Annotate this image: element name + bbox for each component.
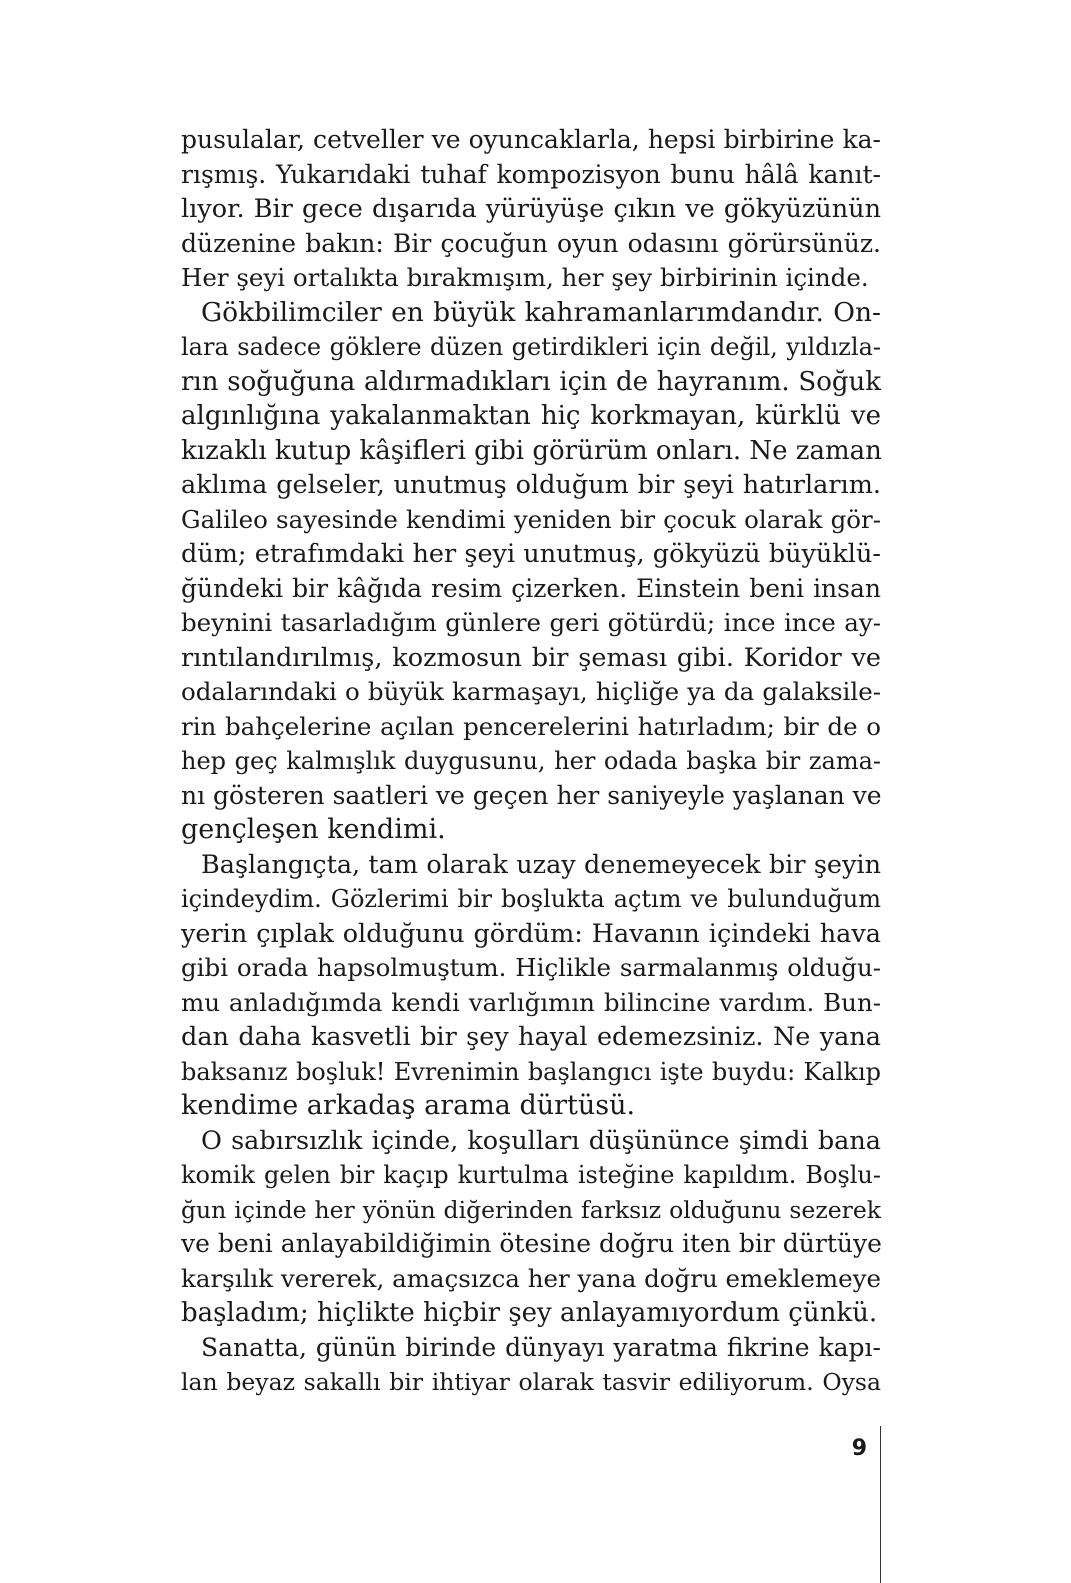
text-line: düzenine bakın: Bir çocuğun oyun odasını görürsünüz. bbox=[181, 228, 881, 258]
text-line: rışmış. Yukarıdaki tuhaf kompozisyon bunu hâlâ kanıt- bbox=[181, 159, 881, 189]
text-line: nı gösteren saatleri ve geçen her saniyeyle yaşlanan ve bbox=[181, 780, 882, 810]
text-line: rin bahçelerine açılan pencerelerini hatırladım; bir de o bbox=[181, 711, 881, 741]
text-line: Gökbilimciler en büyük kahramanlarımdandır. On- bbox=[201, 296, 881, 328]
text-line: mu anladığımda kendi varlığımın bilincine vardım. Bun- bbox=[181, 987, 881, 1017]
text-line: aklıma gelseler, unutmuş olduğum bir şeyi hatırlarım. bbox=[181, 470, 881, 500]
text-line: kızaklı kutup kâşifleri gibi görürüm onları. Ne zaman bbox=[181, 435, 882, 466]
text-line: O sabırsızlık içinde, koşulları düşününce şimdi bana bbox=[201, 1125, 881, 1156]
text-line: gibi orada hapsolmuştum. Hiçlikle sarmalanmış olduğu- bbox=[181, 953, 881, 982]
text-line: dan daha kasvetli bir şey hayal edemezsiniz. Ne yana bbox=[181, 1022, 881, 1052]
text-line: Galileo sayesinde kendimi yeniden bir çocuk olarak gör- bbox=[181, 504, 881, 534]
page-rule bbox=[880, 1426, 881, 1583]
text-line: pusulalar, cetveller ve oyuncaklarla, hepsi birbirine ka- bbox=[181, 125, 881, 154]
paragraph bbox=[181, 1124, 881, 1331]
text-line: yerin çıplak olduğunu gördüm: Havanın içindeki hava bbox=[181, 918, 881, 949]
text-line: beynini tasarladığım günlere geri götürdü; ince ince ay- bbox=[181, 608, 881, 637]
text-line: gençleşen kendimi. bbox=[181, 814, 446, 845]
text-line: başladım; hiçlikte hiçbir şey anlayamıyordum çünkü. bbox=[181, 1298, 878, 1328]
text-line: rıntılandırılmış, kozmosun bir şeması gibi. Koridor ve bbox=[181, 642, 881, 673]
text-line: lan beyaz sakallı bir ihtiyar olarak tasvir ediliyorum. Oysa bbox=[181, 1368, 881, 1396]
body-text bbox=[181, 123, 881, 1400]
paragraph bbox=[181, 848, 881, 1124]
text-line: Her şeyi ortalıkta bırakmışım, her şey birbirinin içinde. bbox=[181, 263, 869, 292]
paragraph bbox=[181, 1331, 881, 1400]
text-line: lara sadece göklere düzen getirdikleri için değil, yıldızla- bbox=[181, 333, 881, 361]
paragraph bbox=[181, 123, 881, 296]
text-line: hep geç kalmışlık duygusunu, her odada başka bir zama- bbox=[181, 747, 881, 775]
text-line: ğündeki bir kâğıda resim çizerken. Einstein beni insan bbox=[181, 573, 881, 603]
text-line: lıyor. Bir gece dışarıda yürüyüşe çıkın ve gökyüzünün bbox=[181, 194, 881, 224]
text-line: algınlığına yakalanmaktan hiç korkmayan, kürklü ve bbox=[181, 401, 881, 431]
text-line: rın soğuğuna aldırmadıkları için de hayranım. Soğuk bbox=[181, 366, 881, 397]
text-line: odalarındaki o büyük karmaşayı, hiçliğe ya da galaksile- bbox=[181, 677, 881, 706]
text-line: içindeydim. Gözlerimi bir boşlukta açtım ve bulunduğum bbox=[181, 885, 881, 913]
text-line: komik gelen bir kaçıp kurtulma isteğine kapıldım. Boşlu- bbox=[181, 1161, 881, 1189]
text-line: Sanatta, günün birinde dünyayı yaratma fikrine kapı- bbox=[201, 1332, 881, 1362]
text-line: ğun içinde her yönün diğerinden farksız olduğunu sezerek bbox=[181, 1195, 881, 1224]
text-line: kendime arkadaş arama dürtüsü. bbox=[181, 1090, 636, 1121]
page-number: 9 bbox=[851, 1436, 867, 1461]
text-line: ve beni anlayabildiğimin ötesine doğru iten bir dürtüye bbox=[181, 1229, 882, 1258]
text-line: karşılık vererek, amaçsızca her yana doğru emeklemeye bbox=[181, 1263, 881, 1293]
text-line: düm; etrafımdaki her şeyi unutmuş, gökyüzü büyüklü- bbox=[181, 539, 881, 569]
text-line: Başlangıçta, tam olarak uzay denemeyecek bir şeyin bbox=[201, 849, 881, 880]
paragraph bbox=[181, 296, 881, 848]
text-line: baksanız boşluk! Evrenimin başlangıcı işte buydu: Kalkıp bbox=[181, 1057, 881, 1086]
